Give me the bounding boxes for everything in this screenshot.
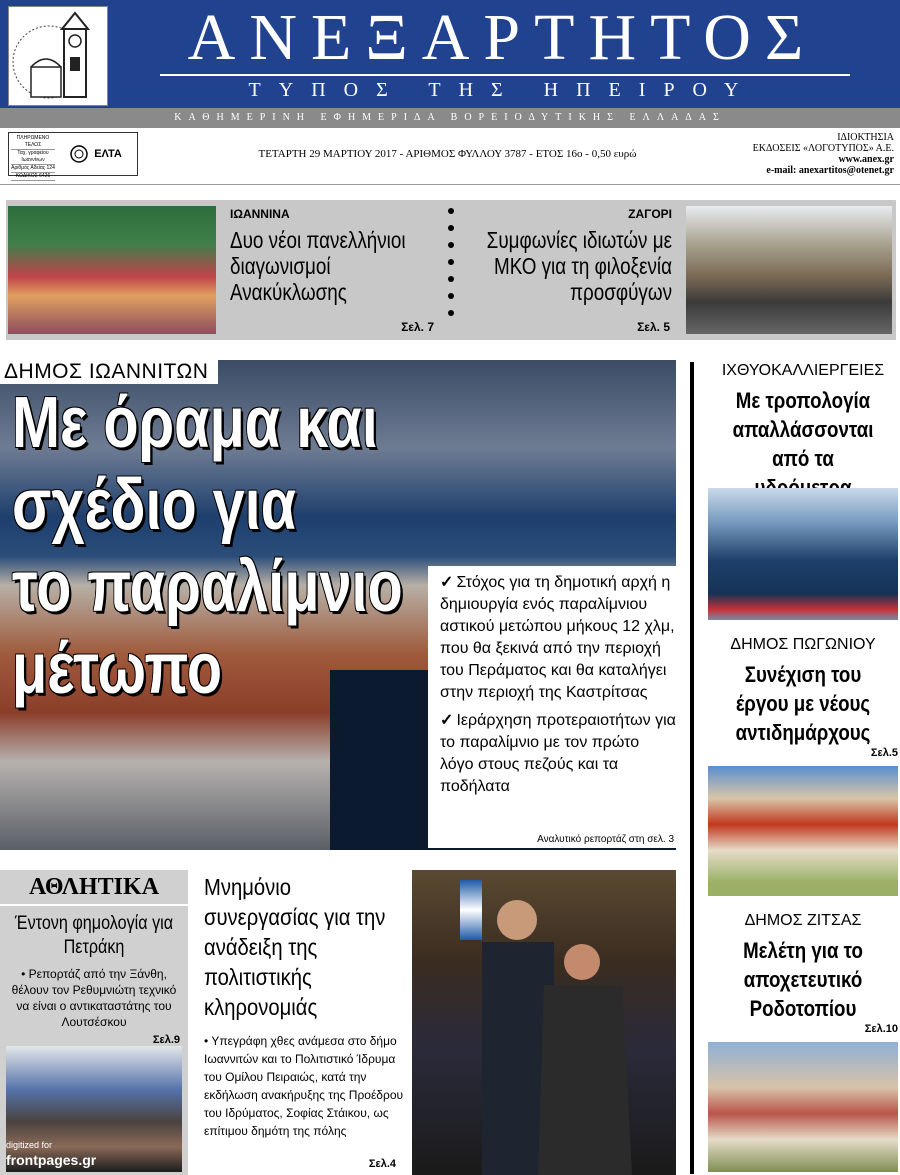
pogoni-town-hall-photo (708, 766, 898, 896)
publisher-info (730, 132, 894, 176)
fish-farm-photo (708, 488, 898, 620)
newspaper-title: ΑΝΕΞΑΡΤΗΤΟΣ (187, 1, 818, 74)
main-headline-line: Με όραμα και σχέδιο για (12, 383, 378, 545)
right-story-zitsa[interactable] (708, 912, 898, 1035)
issue-dateline: ΤΕΤΑΡΤΗ 29 ΜΑΡΤΙΟΥ 2017 - ΑΡΙΘΜΟΣ ΦΥΛΛΟΥ 3787 - ΕΤΟΣ 16ο - 0,50 ευρώ (258, 148, 637, 160)
main-bullet: ✓ Ιεράρχηση προτεραιοτήτων για το παραλίμνιο με τον πρώτο λόγο στους πεζούς και τα ποδήλατα (440, 712, 676, 795)
teaser-page-ref: Σελ. 5 (637, 320, 670, 334)
right-story-pogoni[interactable] (708, 636, 898, 759)
main-story-category: ΔΗΜΟΣ ΙΩΑΝΝΙΤΩΝ (0, 360, 218, 384)
teaser-category: ΙΩΑΝΝΙΝΑ (230, 207, 290, 221)
check-icon: ✓ (440, 574, 454, 591)
elta-emblem-icon (70, 145, 88, 163)
teaser-headline: Δυο νέοι πανελλήνιοι διαγωνισμοί Ανακύκλωσης (230, 227, 406, 305)
watermark-site: frontpages.gr (6, 1152, 97, 1168)
sports-text: • Ρεπορτάζ από την Ξάνθη, θέλουν τον Ρεθυμνιώτη τεχνικό να είναι ο αντικαταστάτης του Λουτσέσκου (11, 967, 177, 1029)
main-story-bullets (428, 566, 676, 848)
sports-headline[interactable]: Έντονη φημολογία για Πετράκη (14, 913, 174, 958)
main-headline-line: το παραλίμνιο μέτωπο (12, 547, 403, 709)
right-story-category: ΔΗΜΟΣ ΖΙΤΣΑΣ (744, 912, 862, 929)
children-group-photo (8, 206, 216, 334)
right-story-page-ref: Σελ.5 (870, 747, 898, 759)
email-link[interactable]: e-mail: anexartitos@otenet.gr (766, 165, 894, 176)
right-story-category: ΙΧΘΥΟΚΑΛΛΙΕΡΓΕΙΕΣ (721, 362, 885, 379)
zitsa-town-hall-photo (708, 1042, 898, 1172)
sports-divider (0, 904, 188, 906)
owner-company: ΕΚΔΟΣΕΙΣ «ΛΟΓΟΤΥΠΟΣ» Α.Ε. (752, 143, 894, 154)
sports-title: ΑΘΛΗΤΙΚΑ (28, 874, 160, 900)
header-divider (0, 184, 900, 185)
people-silhouette-icon (412, 870, 676, 1175)
postage-line: Ταχ. γραφείου Ιωαννίνων (11, 150, 55, 165)
teaser-page-ref: Σελ. 7 (401, 320, 434, 334)
right-story-headline: Με τροπολογία απαλλάσσονται από τα (732, 388, 874, 471)
teaser-category: ΖΑΓΟΡΙ (628, 207, 672, 221)
postage-line: ΠΛΗΡΩΜΕΝΟ ΤΕΛΟΣ (11, 135, 55, 150)
watermark-line: digitized for (6, 1140, 53, 1150)
culture-text: • Υπεγράφη χθες ανάμεσα στο δήμο Ιωαννιτών και το Πολιτιστικό Ίδρυμα του Ομίλου Πειραιώς, κατά την εκδήλωση ανακήρυξης της Προέδρου του Ιδρύματος, Σοφίας Στάικου, ως επίτιμου δημότη της πόλης (204, 1034, 404, 1138)
zagori-building-photo (686, 206, 892, 334)
report-page-ref: Αναλυτικό ρεπορτάζ στη σελ. 3 (537, 834, 674, 845)
main-bullet: ✓ Στόχος για τη δημοτική αρχή η δημιουργία ενός παραλίμνιου αστικού μετώπου μήκους 12 χλμ, που θα ξεκινά από την περιοχή του Περάματος και θα καταλήγει στην περιοχή της Καστρίτσας (440, 574, 675, 701)
right-story-page-ref: Σελ.10 (864, 1023, 898, 1035)
culture-headline[interactable]: Μνημόνιο συνεργασίας για την ανάδειξη της πολιτιστικής κληρονομιάς (204, 874, 386, 1020)
teaser-headline: Συμφωνίες ιδιωτών με ΜΚΟ για τη φιλοξενία προσφύγων (486, 227, 672, 305)
column-divider (690, 362, 694, 1174)
postage-info (11, 135, 55, 179)
website-link[interactable]: www.anex.gr (838, 154, 894, 165)
check-icon: ✓ (440, 712, 454, 729)
signing-ceremony-photo (412, 870, 676, 1175)
sports-page-ref: Σελ.9 (152, 1034, 180, 1046)
teaser-recycling[interactable] (230, 207, 440, 305)
elta-label: ΕΛΤΑ (94, 148, 122, 160)
teaser-refugees[interactable] (462, 207, 672, 305)
newspaper-subtitle: ΤΥΠΟΣ ΤΗΣ ΗΠΕΙΡΟΥ (248, 79, 757, 101)
tagline-bar: ΚΑΘΗΜΕΡΙΝΗ ΕΦΗΜΕΡΙΔΑ ΒΟΡΕΙΟΔΥΤΙΚΗΣ ΕΛΛΑΔΑΣ (0, 108, 900, 128)
owner-label: ΙΔΙΟΚΤΗΣΙΑ (837, 132, 894, 143)
right-story-category: ΔΗΜΟΣ ΠΩΓΩΝΙΟΥ (730, 636, 876, 653)
elta-logo (57, 135, 135, 173)
teaser-separator (448, 208, 454, 336)
culture-page-ref: Σελ.4 (368, 1158, 396, 1170)
postage-box (8, 132, 138, 179)
clock-tower-logo-icon (8, 6, 108, 106)
postage-line: ΚΩΔΙΚΟΣ 6426 (11, 173, 55, 181)
right-story-headline: Μελέτη για το αποχετευτικό Ροδοτοπίου (743, 938, 863, 1021)
postage-line: Αριθμός Αδείας 124 (11, 165, 55, 171)
right-story-headline: Συνέχιση του έργου με νέους αντιδημάρχους (735, 662, 871, 745)
